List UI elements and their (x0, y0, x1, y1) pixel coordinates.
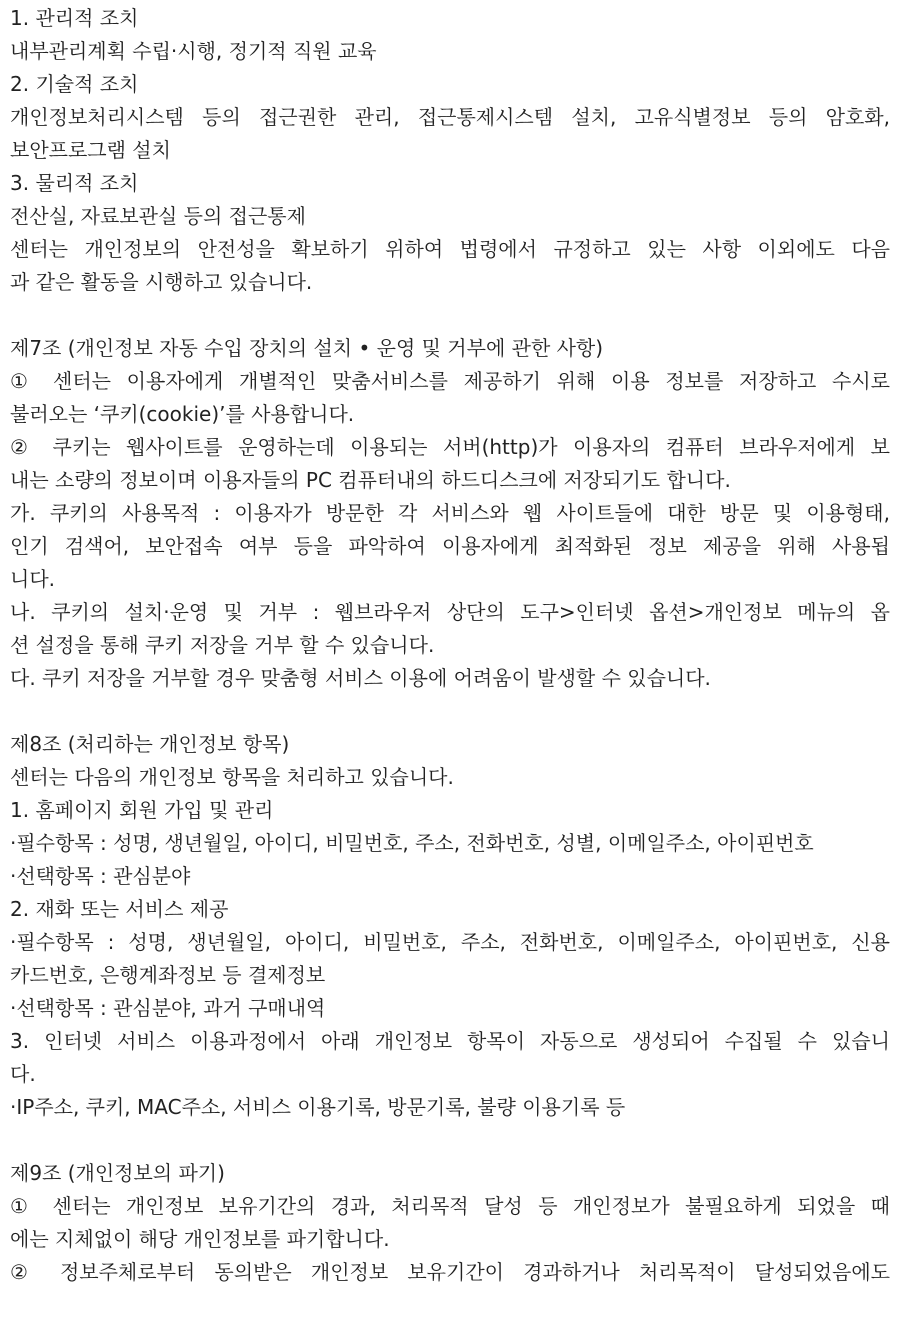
paragraph-line: 센터는 개인정보의 안전성을 확보하기 위하여 법령에서 규정하고 있는 사항 이외에도 다음 (10, 237, 890, 261)
list-item: 카드번호, 은행계좌정보 등 결제정보 (10, 963, 326, 987)
section-item-heading: 1. 관리적 조치 (10, 6, 139, 30)
paragraph-line: 나. 쿠키의 설치·운영 및 거부 : 웹브라우저 상단의 도구>인터넷 옵션>개인정보 메뉴의 옵 (10, 600, 890, 624)
paragraph-line: ① 센터는 개인정보 보유기간의 경과, 처리목적 달성 등 개인정보가 불필요하게 되었을 때 (10, 1194, 890, 1218)
paragraph-line: ② 정보주체로부터 동의받은 개인정보 보유기간이 경과하거나 처리목적이 달성되었음에도 (10, 1260, 890, 1284)
paragraph-line: ① 센터는 이용자에게 개별적인 맞춤서비스를 제공하기 위해 이용 정보를 저장하고 수시로 (10, 369, 890, 393)
paragraph-line: 인기 검색어, 보안접속 여부 등을 파악하여 이용자에게 최적화된 정보 제공을 위해 사용됩 (10, 534, 890, 558)
paragraph-line: 과 같은 활동을 시행하고 있습니다. (10, 270, 313, 294)
paragraph-line: ② 쿠키는 웹사이트를 운영하는데 이용되는 서버(http)가 이용자의 컴퓨터 브라우저에게 보 (10, 435, 890, 459)
list-item: ·선택항목 : 관심분야, 과거 구매내역 (10, 996, 326, 1020)
section-item-heading: 3. 인터넷 서비스 이용과정에서 아래 개인정보 항목이 자동으로 생성되어 수집될 수 있습니 (10, 1029, 890, 1053)
article-heading: 제9조 (개인정보의 파기) (10, 1161, 225, 1185)
list-item: ·필수항목 : 성명, 생년월일, 아이디, 비밀번호, 주소, 전화번호, 이메일주소, 아이핀번호, 신용 (10, 930, 890, 954)
paragraph-line: 내는 소량의 정보이며 이용자들의 PC 컴퓨터내의 하드디스크에 저장되기도 합니다. (10, 468, 731, 492)
list-item: ·IP주소, 쿠키, MAC주소, 서비스 이용기록, 방문기록, 불량 이용기록 등 (10, 1095, 626, 1119)
paragraph-line: 션 설정을 통해 쿠키 저장을 거부 할 수 있습니다. (10, 633, 435, 657)
paragraph-line: 전산실, 자료보관실 등의 접근통제 (10, 204, 306, 228)
paragraph-line: 개인정보처리시스템 등의 접근권한 관리, 접근통제시스템 설치, 고유식별정보 등의 암호화, (10, 105, 890, 129)
section-item-heading: 2. 기술적 조치 (10, 72, 139, 96)
list-item: ·선택항목 : 관심분야 (10, 864, 191, 888)
paragraph-line: 가. 쿠키의 사용목적 : 이용자가 방문한 각 서비스와 웹 사이트들에 대한 방문 및 이용형태, (10, 501, 890, 525)
article-heading: 제8조 (처리하는 개인정보 항목) (10, 732, 290, 756)
section-item-heading: 2. 재화 또는 서비스 제공 (10, 897, 229, 921)
section-item-heading: 3. 물리적 조치 (10, 171, 139, 195)
paragraph-line: 불러오는 ‘쿠키(cookie)’를 사용합니다. (10, 402, 355, 426)
paragraph-line: 다. 쿠키 저장을 거부할 경우 맞춤형 서비스 이용에 어려움이 발생할 수 있습니다. (10, 666, 711, 690)
list-item: ·필수항목 : 성명, 생년월일, 아이디, 비밀번호, 주소, 전화번호, 성별, 이메일주소, 아이핀번호 (10, 831, 814, 855)
paragraph-line: 니다. (10, 567, 55, 591)
paragraph-line: 보안프로그램 설치 (10, 138, 171, 162)
article-heading: 제7조 (개인정보 자동 수입 장치의 설치 • 운영 및 거부에 관한 사항) (10, 336, 604, 360)
paragraph-line: 에는 지체없이 해당 개인정보를 파기합니다. (10, 1227, 390, 1251)
paragraph-line: 다. (10, 1062, 36, 1086)
paragraph-line: 내부관리계획 수립·시행, 정기적 직원 교육 (10, 39, 377, 63)
paragraph-line: 센터는 다음의 개인정보 항목을 처리하고 있습니다. (10, 765, 454, 789)
section-item-heading: 1. 홈페이지 회원 가입 및 관리 (10, 798, 274, 822)
